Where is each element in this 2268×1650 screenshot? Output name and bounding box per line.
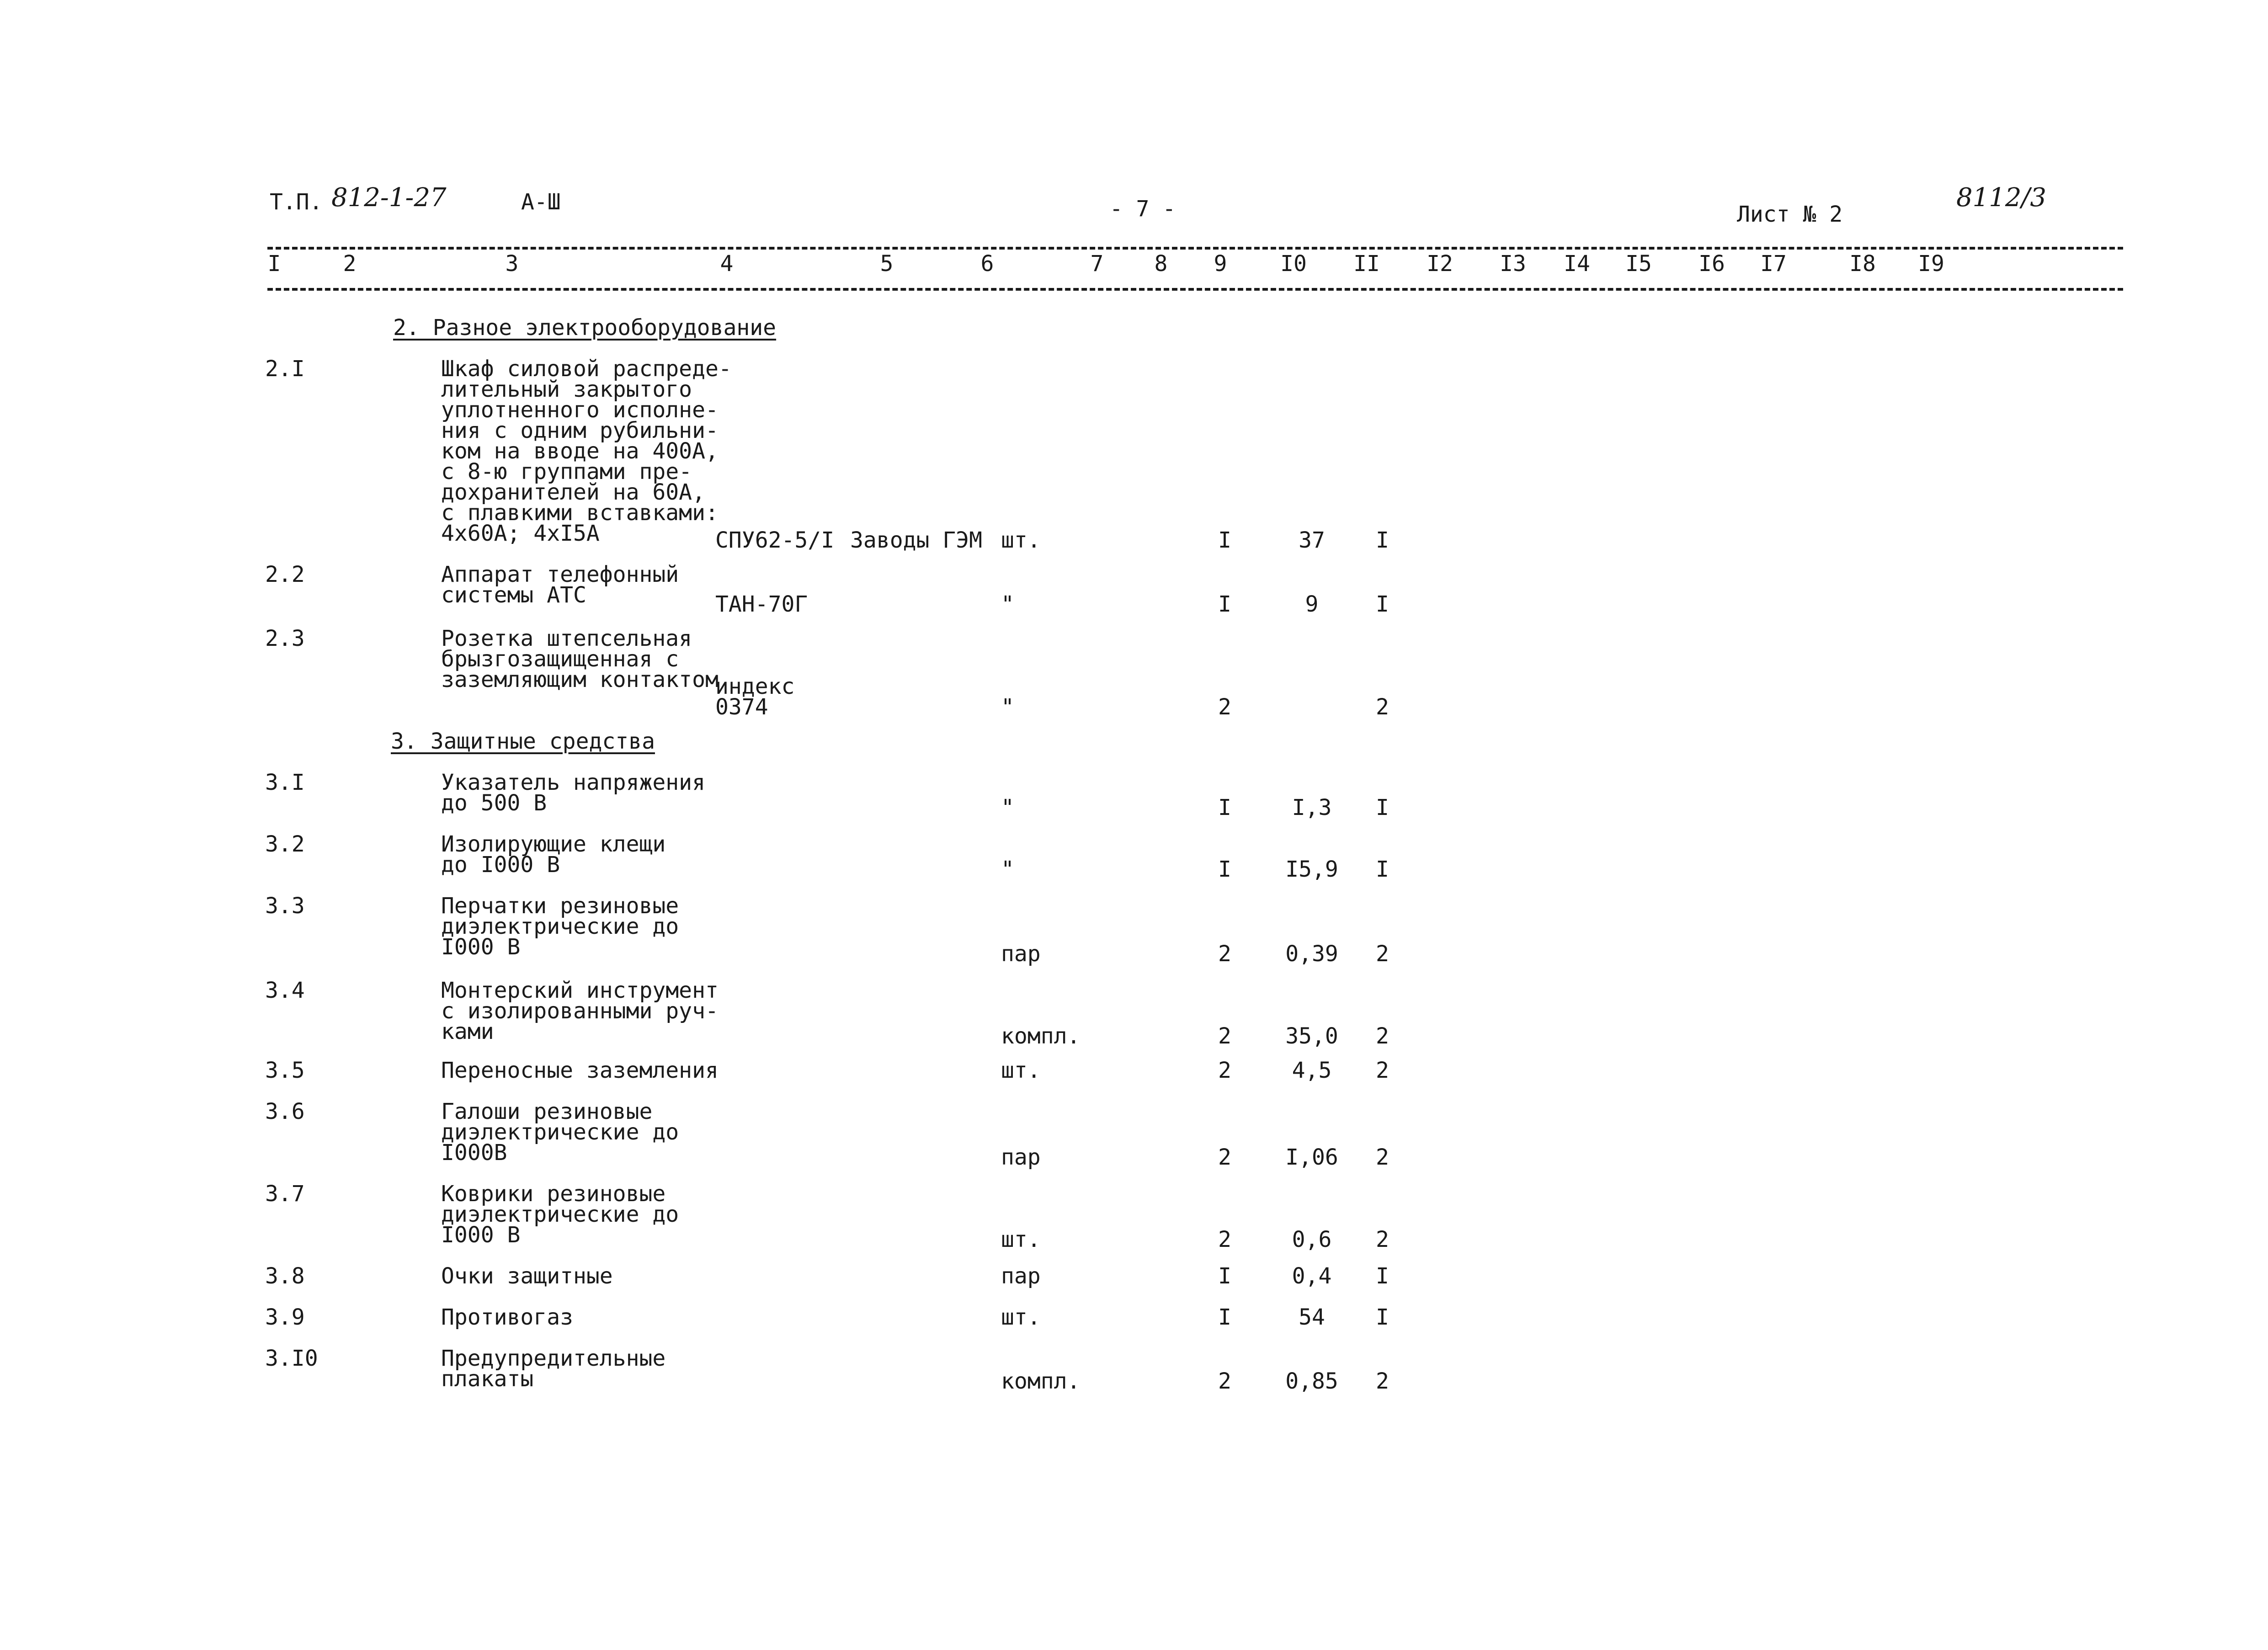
item-name-line: Очки защитные bbox=[441, 1263, 613, 1289]
col-header-3: 3 bbox=[505, 251, 519, 277]
item-name-line: диэлектрические до bbox=[441, 1202, 679, 1227]
column-11-value: 2 bbox=[1376, 1023, 1389, 1049]
row-number: 3.7 bbox=[265, 1181, 305, 1207]
item-type-line: СПУ62-5/I bbox=[715, 527, 835, 553]
quantity: I bbox=[1218, 1304, 1231, 1330]
manufacturer: Заводы ГЭМ bbox=[850, 527, 982, 553]
col-header-11: II bbox=[1353, 251, 1380, 277]
unit: шт. bbox=[1001, 1058, 1041, 1083]
item-name-line: Аппарат телефонный bbox=[441, 562, 679, 587]
quantity: 2 bbox=[1218, 1227, 1231, 1252]
item-name-line: ния с одним рубильни- bbox=[441, 418, 719, 443]
price: 9 bbox=[1305, 591, 1319, 617]
item-name-line: Шкаф силовой распреде- bbox=[441, 356, 732, 382]
price: 0,6 bbox=[1292, 1227, 1332, 1252]
col-header-10: I0 bbox=[1280, 251, 1307, 277]
col-header-15: I5 bbox=[1625, 251, 1652, 277]
col-header-7: 7 bbox=[1090, 251, 1104, 277]
item-name-line: 4х60А; 4хI5А bbox=[441, 521, 600, 546]
item-name-line: до I000 В bbox=[441, 852, 560, 878]
item-name-line: Коврики резиновые bbox=[441, 1181, 666, 1207]
column-11-value: 2 bbox=[1376, 1227, 1389, 1252]
row-number: 3.2 bbox=[265, 831, 305, 857]
item-name-line: брызгозащищенная с bbox=[441, 646, 679, 672]
column-11-value: 2 bbox=[1376, 1144, 1389, 1170]
header-bottom-rule bbox=[267, 288, 2123, 291]
item-type-line: ТАН-70Г bbox=[715, 591, 808, 617]
col-header-4: 4 bbox=[720, 251, 734, 277]
item-type-line: 0374 bbox=[715, 694, 768, 720]
column-11-value: I bbox=[1376, 591, 1389, 617]
item-name-line: лительный закрытого bbox=[441, 377, 692, 402]
unit: шт. bbox=[1001, 527, 1041, 553]
quantity: 2 bbox=[1218, 1058, 1231, 1083]
item-name-line: ком на вводе на 400А, bbox=[441, 438, 719, 464]
row-number: 3.9 bbox=[265, 1304, 305, 1330]
price: 4,5 bbox=[1292, 1058, 1332, 1083]
row-number: 2.I bbox=[265, 356, 305, 382]
quantity: I bbox=[1218, 857, 1231, 882]
row-number: 3.I0 bbox=[265, 1346, 318, 1371]
col-header-17: I7 bbox=[1760, 251, 1787, 277]
tp-label: Т.П. bbox=[270, 189, 323, 215]
row-number: 2.3 bbox=[265, 626, 305, 651]
quantity: 2 bbox=[1218, 1144, 1231, 1170]
item-name-line: Монтерский инструмент bbox=[441, 978, 719, 1003]
price: 54 bbox=[1299, 1304, 1325, 1330]
sheet-label: Лист № 2 bbox=[1737, 202, 1843, 227]
row-number: 3.I bbox=[265, 770, 305, 795]
column-11-value: 2 bbox=[1376, 941, 1389, 967]
item-name-line: Розетка штепсельная bbox=[441, 626, 692, 651]
col-header-12: I2 bbox=[1427, 251, 1453, 277]
item-name-line: I000В bbox=[441, 1140, 507, 1166]
section-3-title: 3. Защитные средства bbox=[391, 729, 655, 754]
price: I5,9 bbox=[1285, 857, 1338, 882]
col-header-1: I bbox=[267, 251, 281, 277]
quantity: I bbox=[1218, 527, 1231, 553]
price: 0,4 bbox=[1292, 1263, 1332, 1289]
unit: " bbox=[1001, 591, 1014, 617]
item-name-line: диэлектрические до bbox=[441, 914, 679, 939]
item-name-line: Изолирующие клещи bbox=[441, 831, 666, 857]
unit: компл. bbox=[1001, 1368, 1081, 1394]
item-name-line: до 500 В bbox=[441, 790, 547, 816]
quantity: I bbox=[1218, 1263, 1231, 1289]
album-label: А-Ш bbox=[521, 189, 561, 215]
quantity: 2 bbox=[1218, 694, 1231, 720]
item-name-line: системы АТС bbox=[441, 582, 586, 608]
quantity: 2 bbox=[1218, 1023, 1231, 1049]
unit: " bbox=[1001, 795, 1014, 820]
price: I,06 bbox=[1285, 1144, 1338, 1170]
item-name-line: ками bbox=[441, 1019, 494, 1044]
column-11-value: 2 bbox=[1376, 1368, 1389, 1394]
quantity: I bbox=[1218, 591, 1231, 617]
col-header-19: I9 bbox=[1918, 251, 1944, 277]
price: 37 bbox=[1299, 527, 1325, 553]
column-11-value: I bbox=[1376, 527, 1389, 553]
column-11-value: I bbox=[1376, 1304, 1389, 1330]
row-number: 3.6 bbox=[265, 1099, 305, 1124]
row-number: 3.3 bbox=[265, 893, 305, 919]
page-number: - 7 - bbox=[1109, 196, 1176, 222]
tp-number: 812-1-27 bbox=[331, 183, 447, 213]
item-name-line: плакаты bbox=[441, 1366, 534, 1392]
unit: шт. bbox=[1001, 1304, 1041, 1330]
item-type-line: индекс bbox=[715, 674, 795, 699]
col-header-8: 8 bbox=[1154, 251, 1168, 277]
item-name-line: дохранителей на 60А, bbox=[441, 479, 705, 505]
col-header-16: I6 bbox=[1698, 251, 1725, 277]
unit: " bbox=[1001, 857, 1014, 882]
col-header-14: I4 bbox=[1564, 251, 1590, 277]
item-name-line: Галоши резиновые bbox=[441, 1099, 653, 1124]
item-name-line: Указатель напряжения bbox=[441, 770, 705, 795]
item-name-line: Перчатки резиновые bbox=[441, 893, 679, 919]
row-number: 3.4 bbox=[265, 978, 305, 1003]
item-name-line: с 8-ю группами пре- bbox=[441, 459, 692, 484]
col-header-13: I3 bbox=[1500, 251, 1526, 277]
header-top-rule bbox=[267, 247, 2123, 250]
row-number: 3.5 bbox=[265, 1058, 305, 1083]
unit: пар bbox=[1001, 1263, 1041, 1289]
unit: " bbox=[1001, 694, 1014, 720]
price: I,3 bbox=[1292, 795, 1332, 820]
row-number: 2.2 bbox=[265, 562, 305, 587]
col-header-2: 2 bbox=[343, 251, 357, 277]
price: 0,39 bbox=[1285, 941, 1338, 967]
quantity: I bbox=[1218, 795, 1231, 820]
column-11-value: 2 bbox=[1376, 1058, 1389, 1083]
item-name-line: Переносные заземления bbox=[441, 1058, 719, 1083]
unit: шт. bbox=[1001, 1227, 1041, 1252]
item-name-line: уплотненного исполне- bbox=[441, 397, 719, 423]
col-header-5: 5 bbox=[880, 251, 894, 277]
item-name-line: заземляющим контактом bbox=[441, 667, 719, 692]
price: 0,85 bbox=[1285, 1368, 1338, 1394]
handwritten-code: 8112/3 bbox=[1956, 183, 2047, 213]
col-header-9: 9 bbox=[1214, 251, 1227, 277]
quantity: 2 bbox=[1218, 941, 1231, 967]
item-name-line: Противогаз bbox=[441, 1304, 573, 1330]
column-11-value: I bbox=[1376, 795, 1389, 820]
unit: компл. bbox=[1001, 1023, 1081, 1049]
item-name-line: диэлектрические до bbox=[441, 1119, 679, 1145]
item-name-line: Предупредительные bbox=[441, 1346, 666, 1371]
column-11-value: I bbox=[1376, 857, 1389, 882]
section-2-title: 2. Разное электрооборудование bbox=[393, 315, 777, 341]
item-name-line: I000 В bbox=[441, 934, 521, 960]
col-header-6: 6 bbox=[980, 251, 994, 277]
column-11-value: 2 bbox=[1376, 694, 1389, 720]
item-name-line: с изолированными руч- bbox=[441, 998, 719, 1024]
item-name-line: с плавкими вставками: bbox=[441, 500, 719, 526]
col-header-18: I8 bbox=[1849, 251, 1876, 277]
column-11-value: I bbox=[1376, 1263, 1389, 1289]
item-name-line: I000 В bbox=[441, 1222, 521, 1248]
row-number: 3.8 bbox=[265, 1263, 305, 1289]
quantity: 2 bbox=[1218, 1368, 1231, 1394]
unit: пар bbox=[1001, 1144, 1041, 1170]
price: 35,0 bbox=[1285, 1023, 1338, 1049]
unit: пар bbox=[1001, 941, 1041, 967]
